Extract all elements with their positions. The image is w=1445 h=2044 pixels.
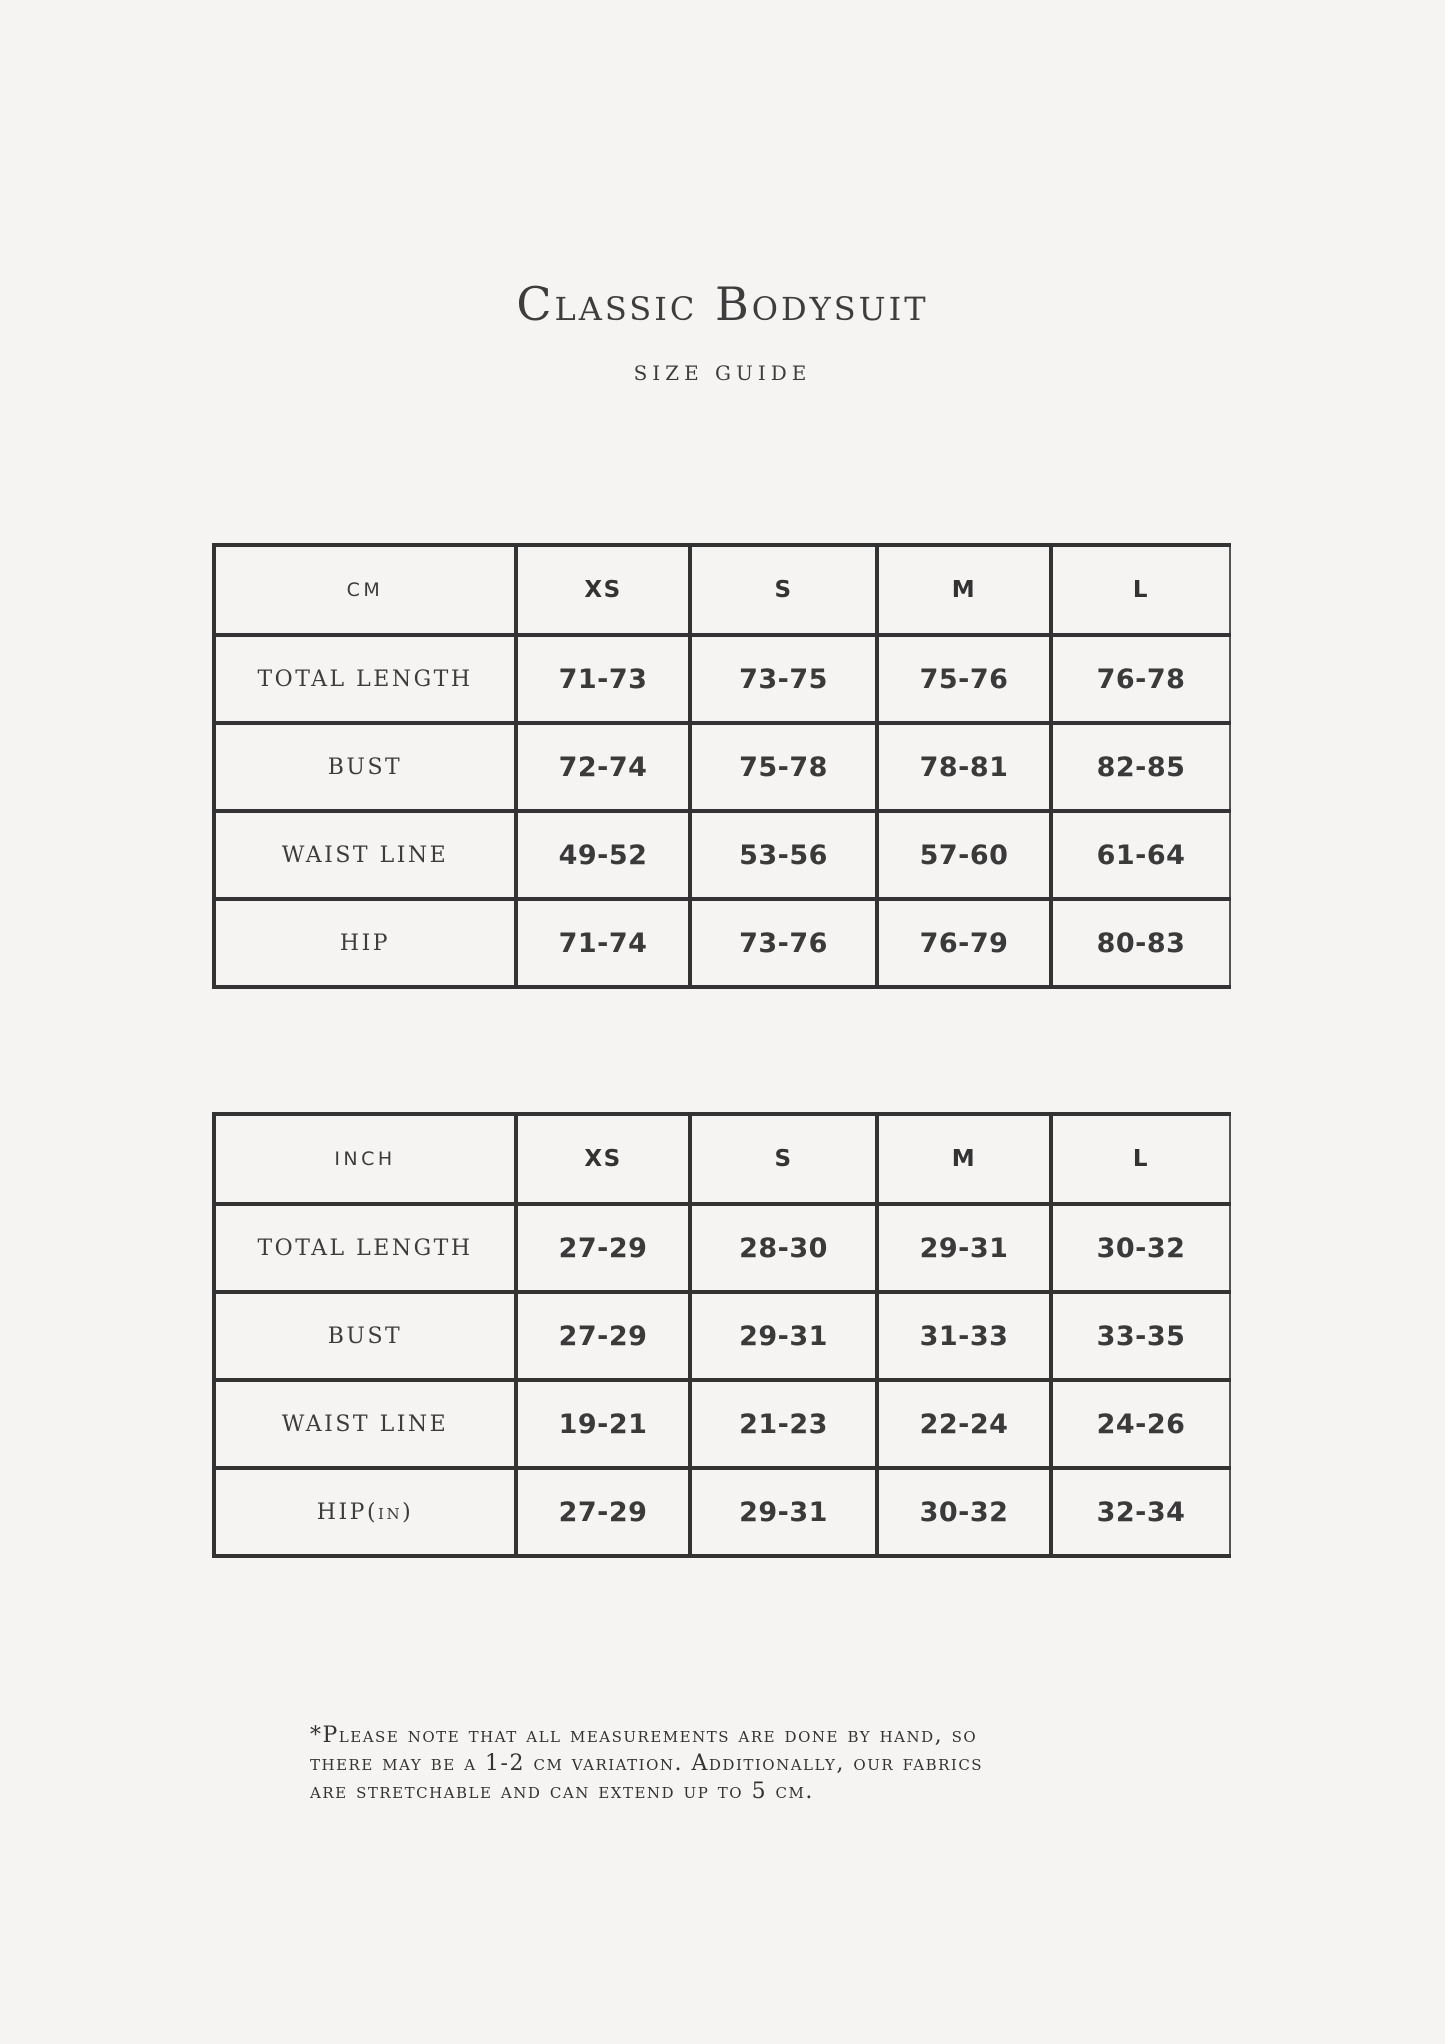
- value-cell: 53-56: [690, 811, 877, 899]
- value-cell: 19-21: [516, 1380, 690, 1468]
- value-cell: 30-32: [877, 1468, 1051, 1556]
- row-label-cell: BUST: [214, 1292, 516, 1380]
- unit-header-cell: CM: [214, 545, 516, 635]
- size-header-cell-l: L: [1051, 545, 1230, 635]
- table-header-row: [214, 1114, 1230, 1204]
- row-label-cell: TOTAL LENGTH: [214, 635, 516, 723]
- table-row: [214, 811, 1230, 899]
- value-cell: 61-64: [1051, 811, 1230, 899]
- disclaimer-line: *Please note that all measurements are done by hand, so: [310, 1723, 978, 1748]
- page-title: Classic Bodysuit: [516, 277, 929, 331]
- row-label-cell: WAIST LINE: [214, 811, 516, 899]
- size-header-cell-s: S: [690, 545, 877, 635]
- size-header-cell-l: L: [1051, 1114, 1230, 1204]
- value-cell: 21-23: [690, 1380, 877, 1468]
- size-header-cell-m: M: [877, 1114, 1051, 1204]
- value-cell: 24-26: [1051, 1380, 1230, 1468]
- value-cell: 33-35: [1051, 1292, 1230, 1380]
- size-header-cell-xs: XS: [516, 1114, 690, 1204]
- size-header-cell-s: S: [690, 1114, 877, 1204]
- size-table-cm: [212, 543, 1231, 989]
- size-table-inch: [212, 1112, 1231, 1558]
- value-cell: 29-31: [877, 1204, 1051, 1292]
- row-label-cell: TOTAL LENGTH: [214, 1204, 516, 1292]
- table-row: [214, 1204, 1230, 1292]
- table-header-row: [214, 545, 1230, 635]
- value-cell: 29-31: [690, 1468, 877, 1556]
- value-cell: 27-29: [516, 1204, 690, 1292]
- row-label-cell: BUST: [214, 723, 516, 811]
- table-row: [214, 899, 1230, 987]
- value-cell: 22-24: [877, 1380, 1051, 1468]
- table-row: [214, 1292, 1230, 1380]
- row-label-cell: HIP: [214, 899, 516, 987]
- value-cell: 82-85: [1051, 723, 1230, 811]
- value-cell: 28-30: [690, 1204, 877, 1292]
- value-cell: 76-78: [1051, 635, 1230, 723]
- value-cell: 73-76: [690, 899, 877, 987]
- table-row: [214, 723, 1230, 811]
- value-cell: 75-78: [690, 723, 877, 811]
- value-cell: 72-74: [516, 723, 690, 811]
- value-cell: 29-31: [690, 1292, 877, 1380]
- measurement-disclaimer: [310, 1722, 983, 1806]
- disclaimer-line: there may be a 1-2 cm variation. Additionally, our fabrics: [310, 1751, 984, 1776]
- row-label-cell: HIP(in): [214, 1468, 516, 1556]
- value-cell: 71-74: [516, 899, 690, 987]
- value-cell: 30-32: [1051, 1204, 1230, 1292]
- value-cell: 27-29: [516, 1468, 690, 1556]
- row-label-cell: WAIST LINE: [214, 1380, 516, 1468]
- page-subtitle: SIZE GUIDE: [633, 361, 812, 385]
- table-row: [214, 635, 1230, 723]
- disclaimer-line: are stretchable and can extend up to 5 cm.: [310, 1779, 814, 1804]
- value-cell: 71-73: [516, 635, 690, 723]
- value-cell: 73-75: [690, 635, 877, 723]
- value-cell: 75-76: [877, 635, 1051, 723]
- value-cell: 32-34: [1051, 1468, 1230, 1556]
- value-cell: 57-60: [877, 811, 1051, 899]
- value-cell: 80-83: [1051, 899, 1230, 987]
- value-cell: 49-52: [516, 811, 690, 899]
- size-header-cell-m: M: [877, 545, 1051, 635]
- size-header-cell-xs: XS: [516, 545, 690, 635]
- table-row: [214, 1380, 1230, 1468]
- value-cell: 31-33: [877, 1292, 1051, 1380]
- value-cell: 78-81: [877, 723, 1051, 811]
- value-cell: 27-29: [516, 1292, 690, 1380]
- table-row: [214, 1468, 1230, 1556]
- unit-header-cell: INCH: [214, 1114, 516, 1204]
- value-cell: 76-79: [877, 899, 1051, 987]
